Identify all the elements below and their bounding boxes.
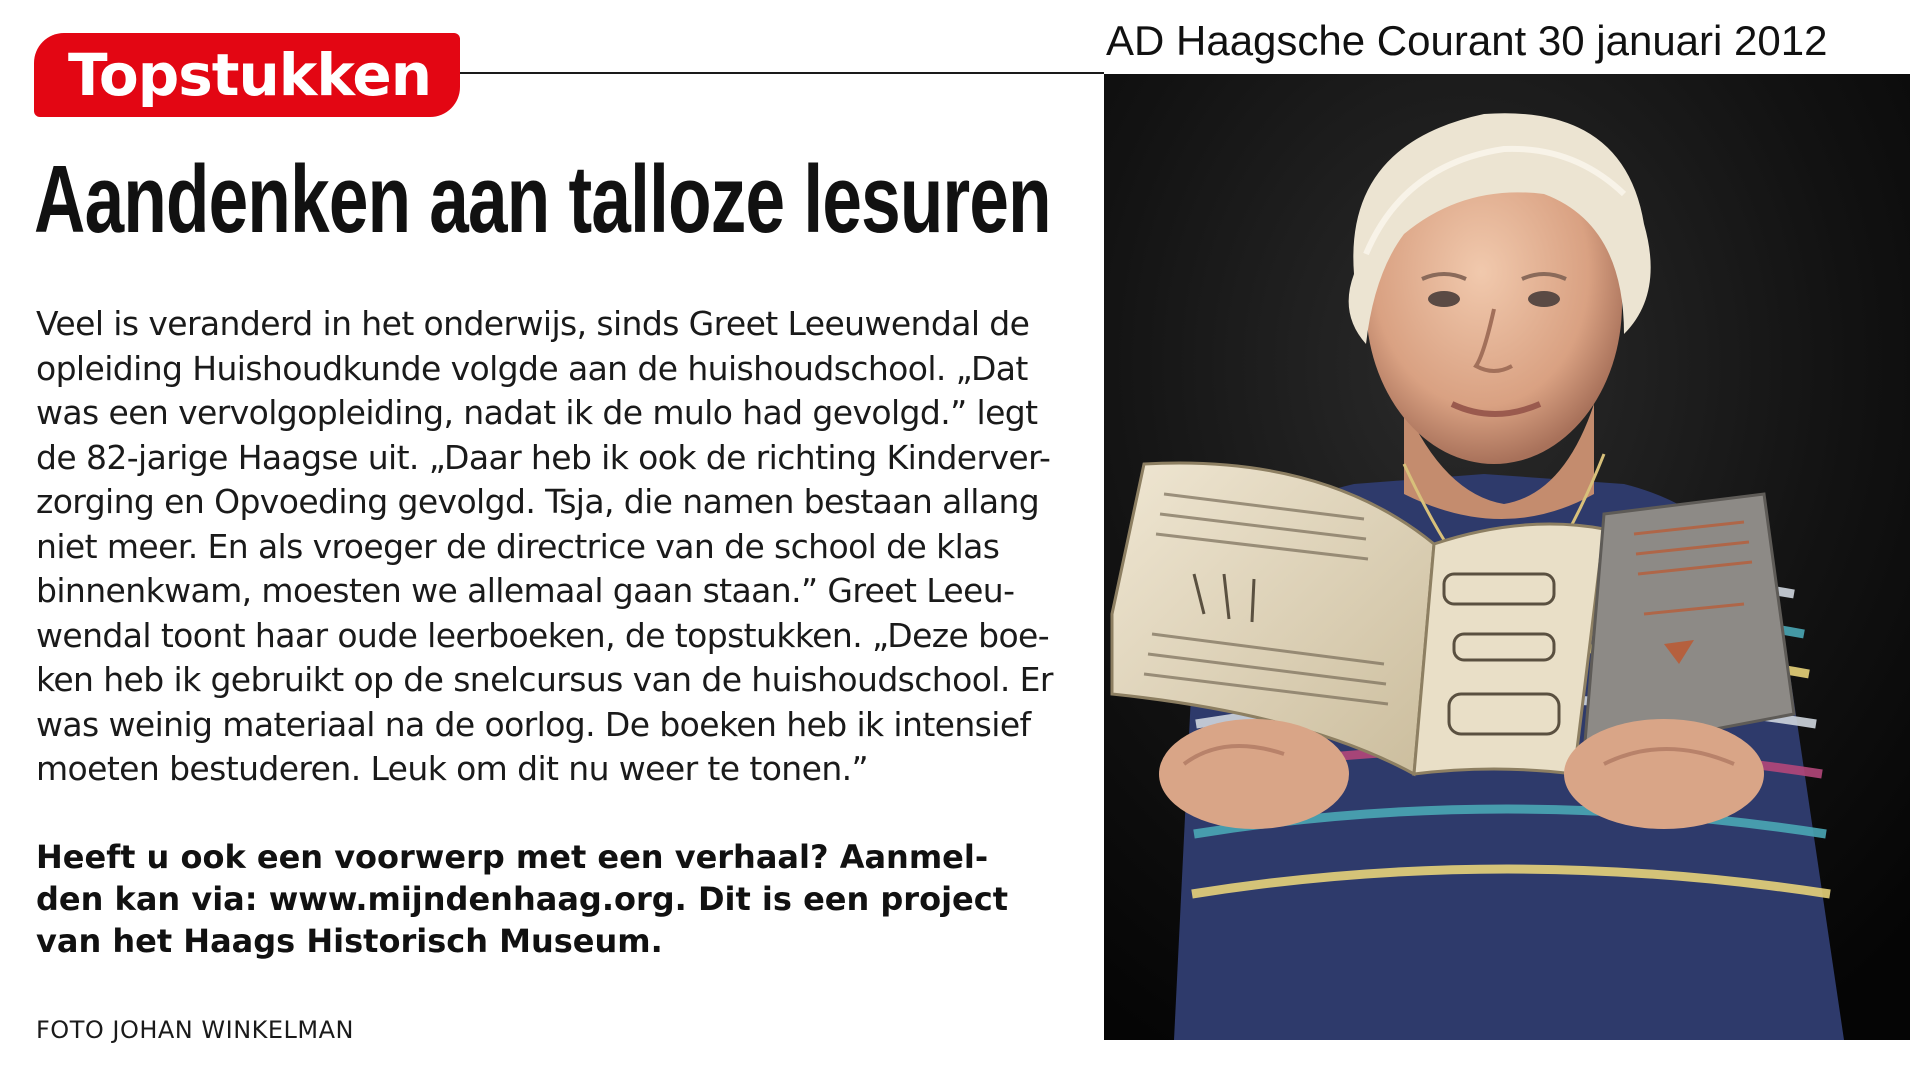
- article-body: [36, 302, 1076, 792]
- body-line: ken heb ik gebruikt op de snelcursus van de huishoudschool. Er: [36, 660, 1053, 699]
- cta-line: van het Haags Historisch Museum.: [36, 922, 663, 960]
- body-line: was een vervolgopleiding, nadat ik de mulo had gevolgd.” legt: [36, 393, 1038, 432]
- headline: Aandenken aan talloze lesuren: [34, 146, 1051, 253]
- body-line: zorging en Opvoeding gevolgd. Tsja, die namen bestaan allang: [36, 482, 1040, 521]
- body-line: binnenkwam, moesten we allemaal gaan staan.” Greet Leeu-: [36, 571, 1015, 610]
- cta-line: den kan via: www.mijndenhaag.org. Dit is een project: [36, 880, 1008, 918]
- body-line: moeten bestuderen. Leuk om dit nu weer te tonen.”: [36, 749, 869, 788]
- body-line: de 82-jarige Haagse uit. „Daar heb ik ook de richting Kinderver-: [36, 437, 1051, 477]
- body-line: niet meer. En als vroeger de directrice van de school de klas: [36, 526, 1000, 566]
- section-tag-label: Topstukken: [68, 41, 431, 109]
- call-to-action: [36, 836, 1076, 962]
- source-line: AD Haagsche Courant 30 januari 2012: [1106, 17, 1828, 64]
- body-line: was weinig materiaal na de oorlog. De boeken heb ik intensief: [36, 704, 1031, 744]
- portrait-illustration: [1104, 74, 1910, 1040]
- portrait-photo: [1104, 74, 1910, 1040]
- body-line: wendal toont haar oude leerboeken, de topstukken. „Deze boe-: [36, 615, 1050, 655]
- cta-line: Heeft u ook een voorwerp met een verhaal? Aanmel-: [36, 838, 989, 876]
- section-tag: [34, 33, 460, 117]
- body-line: opleiding Huishoudkunde volgde aan de huishoudschool. „Dat: [36, 348, 1028, 388]
- header-rule: [460, 72, 1104, 74]
- photo-credit: FOTO JOHAN WINKELMAN: [36, 1016, 355, 1044]
- body-line: Veel is veranderd in het onderwijs, sinds Greet Leeuwendal de: [36, 304, 1030, 343]
